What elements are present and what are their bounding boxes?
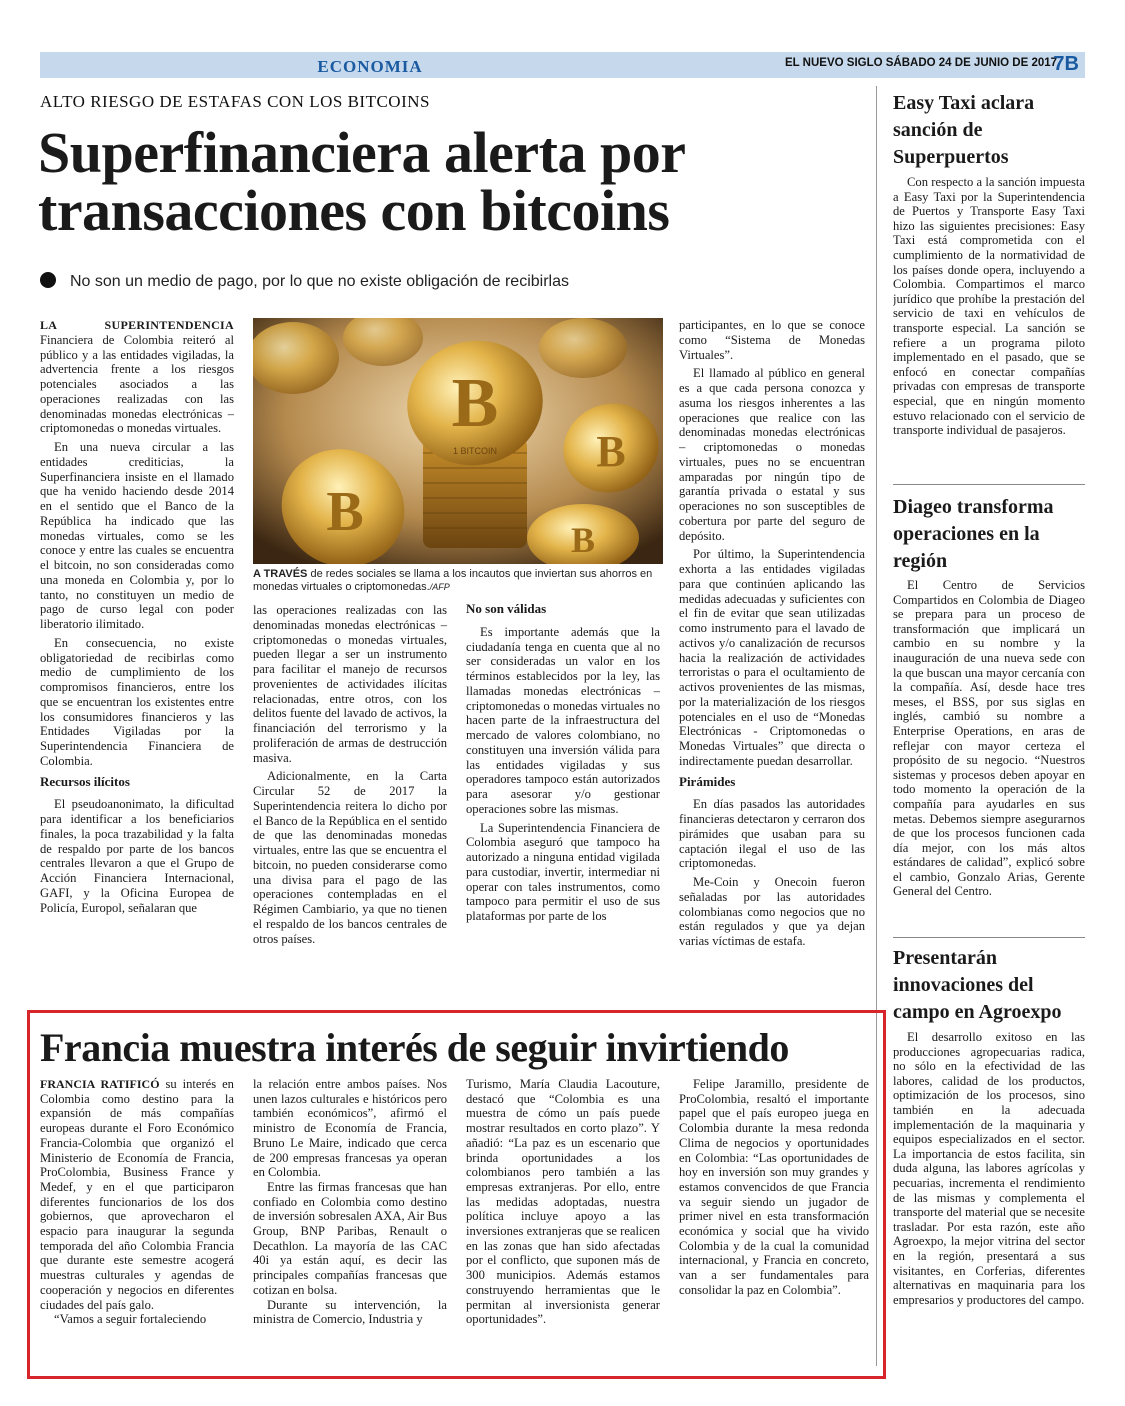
paragraph: “Vamos a seguir fortaleciendo <box>54 1312 207 1327</box>
paragraph: Me-Coin y Onecoin fueron señaladas por las autoridades colombianas como negocios que no están regulados y que ya dejan varias víctimas de estafa. <box>679 875 865 948</box>
section-subhead: No son válidas <box>466 601 547 616</box>
page-number: 7B <box>1053 53 1079 75</box>
paragraph: las operaciones realizadas con las denominadas monedas electrónicas – criptomonedas o monedas virtuales, pueden llegar a ser un instrumento para facilitar el manejo de recursos provenientes de actividades ilícitas relacionadas, entre otros, con los delitos fuente del lavado de activos, la financiación del terrorismo y la proliferación de armas de destrucción masiva. <box>253 603 447 765</box>
coin-label: 1 BITCOIN <box>452 446 498 456</box>
paragraph-text: Financiera de Colombia reiteró al público y a las entidades vigiladas, la advertencia frente a los riesgos potenciales asociados a las operaciones realizadas con las denominadas monedas electrónicas – criptomonedas o monedas virtuales. <box>40 332 234 436</box>
sidebar-title-agroexpo: Presentarán innovaciones del campo en Agroexpo <box>893 947 1062 1023</box>
paragraph: El desarrollo exitoso en las producciones agropecuarias radica, no sólo en la efectividad de las labores, calidad de los productos, optimización de los procesos, sino también en la adecuada implementación de la maquinaria y equipos especializados en el sector. La importancia de estos facilita, sin duda alguna, las labores agrícolas y pecuarias, incrementa el rendimiento de las mismas y complementa el transporte del material que se necesite trasladar. Por esta razón, este año Agroexpo, la mejor vitrina del sector en la región, presentará a sus visitantes, en Corferias, diferentes alternativas en maquinaria para los empresarios y productores del campo. <box>893 1030 1085 1307</box>
article-column-2 <box>253 603 447 1001</box>
paragraph: Adicionalmente, en la Carta Circular 52 de 2017 la Superintendencia reitera lo dicho por el Banco de la República en el sentido de que las denominadas monedas virtuales, entre las que se encuentra el bitcoin, no pueden considerarse como una divisa para el pago de las operaciones contempladas en el Régimen Cambiario, ya que no tienen el respaldo de los bancos centrales de otros países. <box>253 769 447 946</box>
lead-in: FRANCIA RATIFICÓ <box>40 1077 160 1091</box>
svg-text:B: B <box>596 427 626 476</box>
svg-text:B: B <box>451 365 499 442</box>
section-subhead: Recursos ilícitos <box>40 773 130 789</box>
france-article-headline: Francia muestra interés de seguir invirtiendo <box>40 1025 789 1070</box>
paragraph: El pseudoanonimato, la dificultad para identificar a los beneficiarios finales, la poca trazabilidad y la falta de respaldo por parte de los bancos centrales llevaron a que el Grupo de Acción Financiera Internacional, GAFI, y la Oficina Europea de Policía, Europol, señalaran que <box>40 797 234 915</box>
paragraph <box>40 1077 234 1312</box>
section-subhead: Pirámides <box>679 773 736 789</box>
box-column-1 <box>40 1077 234 1363</box>
box-column-2 <box>253 1077 447 1363</box>
paragraph: El llamado al público en general es a que cada persona conozca y asuma los riesgos inherentes a las operaciones que realice con las denominadas monedas electrónicas – criptomonedas o monedas virtuales, pues no se encuentran amparadas por ningún tipo de garantía privada o estatal y sus operaciones no son susceptibles de cobertura por parte del seguro de depósito. <box>679 366 865 543</box>
sidebar-title-diageo: Diageo transforma operaciones en la región <box>893 496 1054 572</box>
paragraph: En consecuencia, no existe obligatoriedad de recibirlas como medio de cumplimiento de los compromisos financieros, entre los que se encuentran los existentes entre los consumidores financieros y las Entidades Vigiladas por la Superintendencia Financiera de Colombia. <box>40 635 234 768</box>
subheadline-text: No son un medio de pago, por lo que no existe obligación de recibirlas <box>70 273 569 290</box>
paragraph: Con respecto a la sanción impuesta a Easy Taxi por la Superintendencia de Puertos y Transporte Easy Taxi hizo las siguientes precisiones: Easy Taxi está comprometida con el cumplimiento de la normatividad de los países donde opera, incluyendo a Colombia. Compartimos el marco jurídico que prohíbe la prestación del servicio de taxi en vehículos de transporte especial. La sanción se refiere a un programa piloto implementado en el pasado, que se enfocó en conectar compañías privadas con empresas de transporte especial, que en ningún momento estuvo relacionado con el servicio de transporte individual de pasajeros. <box>893 175 1085 438</box>
lead-in: LA SUPERINTENDENCIA <box>40 318 234 332</box>
paragraph: La Superintendencia Financiera de Colombia aseguró que tampoco ha autorizado a ninguna entidad vigilada para custodiar, invertir, intermediar ni operar con tales instrumentos, como tampoco para permitir el uso de sus plataformas por parte de los <box>466 820 660 923</box>
paragraph: participantes, en lo que se conoce como “Sistema de Monedas Virtuales”. <box>679 318 865 362</box>
article-column-1 <box>40 318 234 1000</box>
box-column-3 <box>466 1077 660 1363</box>
sidebar-title-easy-taxi: Easy Taxi aclara sanción de Superpuertos <box>893 92 1035 168</box>
sidebar-body-easy-taxi <box>893 175 1085 480</box>
caption-text: de redes sociales se llama a los incautos que inviertan sus ahorros en monedas virtuales o criptomonedas. <box>253 568 653 593</box>
sidebar-body-diageo <box>893 578 1085 933</box>
bitcoin-coins-illustration <box>253 318 663 564</box>
svg-text:B: B <box>570 520 596 560</box>
bullet-icon <box>40 272 56 288</box>
paragraph: Felipe Jaramillo, presidente de ProColombia, resaltó el importante papel que el país europeo juega en Colombia durante la mesa redonda Clima de negocios y oportunidades en Colombia: “Las oportunidades de hoy en inversión son muy grandes y estamos convencidos de que Francia va seguir siendo un jugador de primer nivel en esta transformación económica y social que ha vivido Colombia y de la cual la comunidad internacional, y Francia en concreto, van a ser fundamentales para consolidar la paz en Colombia”. <box>679 1077 869 1297</box>
paragraph: la relación entre ambos países. Nos unen lazos culturales e históricos pero también económicos”, afirmó el ministro de Economía de Francia, Bruno Le Maire, indicado que cerca de 200 empresas francesas ya operan en Colombia. <box>253 1077 447 1180</box>
paragraph: En una nueva circular a las entidades crediticias, la Superfinanciera insiste en el llamado que ha venido haciendo desde 2014 en el sentido que el Banco de la República ha indicado que las monedas virtuales, como se les conoce y entre las cuales se encuentra el bitcoin, no son consideradas como una moneda en Colombia y, por lo tanto, no constituyen un medio de pago de curso legal con poder liberatorio ilimitado. <box>40 440 234 631</box>
photo-credit: /AFP <box>429 582 450 592</box>
paragraph <box>40 318 234 436</box>
section-name: ECONOMIA <box>317 57 423 76</box>
paragraph: Durante su intervención, la ministra de Comercio, Industria y <box>253 1297 447 1327</box>
sidebar-separator <box>893 484 1085 485</box>
paragraph: Entre las firmas francesas que han confiado en Colombia como destino de inversión sobresalen AXA, Air Bus Group, BNP Paribas, Renault o Decathlon. La mayoría de las CAC 40i ya están aquí, es decir las principales compañías francesas que cotizan en bolsa. <box>253 1179 447 1297</box>
article-column-3 <box>466 598 660 998</box>
subheadline <box>40 272 569 291</box>
main-headline: Superfinanciera alerta por transacciones con bitcoins <box>38 120 685 243</box>
photo-caption <box>253 568 663 594</box>
paragraph: Turismo, María Claudia Lacouture, destacó que “Colombia es una muestra de cómo un país puede mostrar resultados en corto plazo”. Y añadió: “La paz es un escenario que brinda oportunidades a los colombianos pero también a las empresas extranjeras. Por ello, entre las medidas adoptadas, nuestra política incluye apoyo a las inversiones extranjeras que se realicen en las zonas que han sido afectadas por el conflicto, que suponen más de 300 municipios. Además estamos construyendo herramientas que le permitan al inversionista generar oportunidades”. <box>466 1077 660 1327</box>
kicker: ALTO RIESGO DE ESTAFAS CON LOS BITCOINS <box>40 92 430 111</box>
section-header-bar <box>40 52 1085 78</box>
svg-text:B: B <box>326 481 364 543</box>
caption-lead: A TRAVÉS <box>253 568 308 580</box>
paragraph: En días pasados las autoridades financieras detectaron y cerraron dos pirámides que usaban para su captación ilegal el uso de las criptomonedas. <box>679 797 865 871</box>
sidebar-body-agroexpo <box>893 1030 1085 1370</box>
article-column-4 <box>679 318 865 1000</box>
paragraph: El Centro de Servicios Compartidos en Colombia de Diageo se prepara para un proceso de transformación que implicará un cambio en su nombre y la inauguración de una nueva sede con la que buscan una mayor cercanía con la compañía. Así, desde hace tres meses, el BSS, por sus siglas en inglés, cambió su nombre a Enterprise Operations, en aras de reflejar con mayor certeza el propósito de su negocio. “Nuestros sistemas y procesos deben apoyar en todo momento la operación de la compañía para ayudarles en sus metas. Debemos siempre asegurarnos de que los procesos funcionen cada día mejor, con los más altos estándares de calidad”, explicó sobre el cambio, Gonzalo Arias, Gerente General del Centro. <box>893 578 1085 899</box>
sidebar-separator <box>893 937 1085 938</box>
bitcoin-photo <box>253 318 663 564</box>
paragraph-text: su interés en Colombia como destino para la expansión de más compañías europeas durante el Foro Económico Francia-Colombia que organizó el Ministerio de Economía de Francia, ProColombia, Business France y Medef, y en el que participaron diferentes funcionarios de los dos gobiernos, que aprovecharon el espacio para inaugurar la segunda temporada del año Colombia Francia que durante este semestre acogerá muestras culturales y agendas de cooperación y negocios en diferentes ciudades del país galo. <box>40 1077 234 1312</box>
box-column-4 <box>679 1077 869 1363</box>
paragraph: Por último, la Superintendencia exhorta a las entidades vigiladas para que continúen aplicando las medidas adecuadas y suficientes con el fin de evitar que sean utilizadas como instrumento para el lavado de activos y/o canalización de recursos hacia la realización de actividades terroristas o para el ocultamiento de activos provenientes de las mismas, por la materialización de los riesgos potenciales en el uso de “Monedas Electrónicas - Criptomonedas o Monedas Virtuales” que directa o indirectamente puedan desarrollar. <box>679 547 865 768</box>
paragraph: Es importante además que la ciudadanía tenga en cuenta que al no ser consideradas un valor en los términos establecidos por la ley, las llamadas monedas electrónicas – criptomonedas o monedas virtuales no hacen parte de la infraestructura del mercado de valores colombiano, no constituyen una inversión válida para las entidades vigiladas y sus operadores tampoco están autorizados para asesorar y/o gestionar operaciones sobre las mismas. <box>466 624 660 816</box>
dateline: EL NUEVO SIGLO SÁBADO 24 DE JUNIO DE 2017 <box>785 57 1058 69</box>
